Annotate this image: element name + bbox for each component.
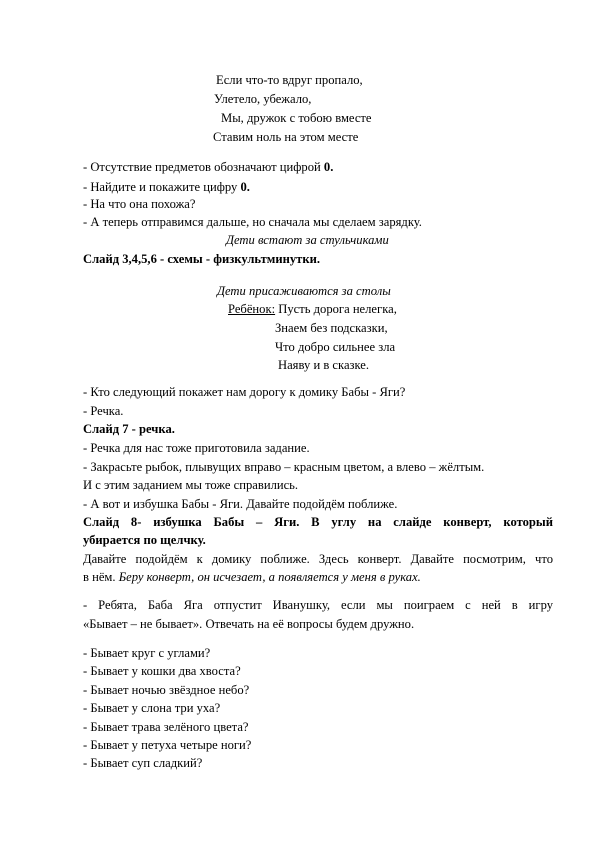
poem-line: Что добро сильнее зла — [275, 340, 396, 354]
text-fragment: - Отсутствие предметов обозначают цифрой — [83, 160, 324, 174]
list-item: - Бывает ночью звёздное небо? — [83, 683, 250, 697]
poem-line-1: Если что-то вдруг пропало, — [216, 73, 363, 87]
text-fragment: - Найдите и покажите цифру — [83, 180, 241, 194]
speaker-label: Ребёнок: — [228, 302, 276, 316]
text-line: Давайте подойдём к домику поближе. Здесь конверт. Давайте посмотрим, что — [83, 552, 553, 566]
poem-line: Знаем без подсказки, — [275, 321, 388, 335]
text-line: «Бывает – не бывает». Отвечать на её вопросы будем дружно. — [83, 617, 415, 631]
slide-heading: Слайд 7 - речка. — [83, 422, 175, 436]
text-line — [83, 159, 333, 176]
text-line: - Речка для нас тоже приготовила задание. — [83, 441, 310, 455]
text-line: - Речка. — [83, 404, 124, 418]
text-line: - Кто следующий покажет нам дорогу к домику Бабы - Яги? — [83, 385, 406, 399]
poem-line-3: Мы, дружок с тобою вместе — [221, 111, 372, 125]
text-line — [83, 569, 421, 586]
text-line: И с этим заданием мы тоже справились. — [83, 478, 299, 492]
text-line: - На что она похожа? — [83, 197, 196, 211]
list-item: - Бывает у кошки два хвоста? — [83, 664, 241, 678]
poem-line-2: Улетело, убежало, — [214, 92, 312, 106]
poem-line: Наяву и в сказке. — [278, 358, 370, 372]
digit-zero: 0. — [323, 160, 334, 174]
slide-heading: Слайд 3,4,5,6 - схемы - физкультминутки. — [83, 252, 321, 266]
text-line: - А вот и избушка Бабы - Яги. Давайте подойдём поближе. — [83, 497, 398, 511]
text-line: - Ребята, Баба Яга отпустит Иванушку, если мы поиграем с ней в игру — [83, 598, 553, 612]
text-line: - А теперь отправимся дальше, но сначала мы сделаем зарядку. — [83, 215, 422, 229]
text-line — [228, 301, 397, 318]
text-line — [83, 179, 250, 196]
slide-heading-continued: убирается по щелчку. — [83, 533, 206, 547]
list-item: - Бывает у петуха четыре ноги? — [83, 738, 252, 752]
text-fragment: Пусть дорога нелегка, — [275, 302, 397, 316]
stage-direction: Дети встают за стульчиками — [226, 233, 389, 247]
stage-direction: Беру конверт, он исчезает, а появляется у меня в руках. — [118, 570, 421, 584]
text-line: - Закрасьте рыбок, плывущих вправо – красным цветом, а влево – жёлтым. — [83, 460, 485, 474]
digit-zero: 0. — [240, 180, 250, 194]
stage-direction: Дети присаживаются за столы — [217, 284, 391, 298]
list-item: - Бывает у слона три уха? — [83, 701, 221, 715]
poem-line-4: Ставим ноль на этом месте — [213, 130, 359, 144]
list-item: - Бывает трава зелёного цвета? — [83, 720, 249, 734]
list-item: - Бывает круг с углами? — [83, 646, 211, 660]
list-item: - Бывает суп сладкий? — [83, 756, 203, 770]
text-fragment: в нём. — [83, 570, 119, 584]
slide-heading: Слайд 8- избушка Бабы – Яги. В углу на слайде конверт, который — [83, 515, 553, 529]
